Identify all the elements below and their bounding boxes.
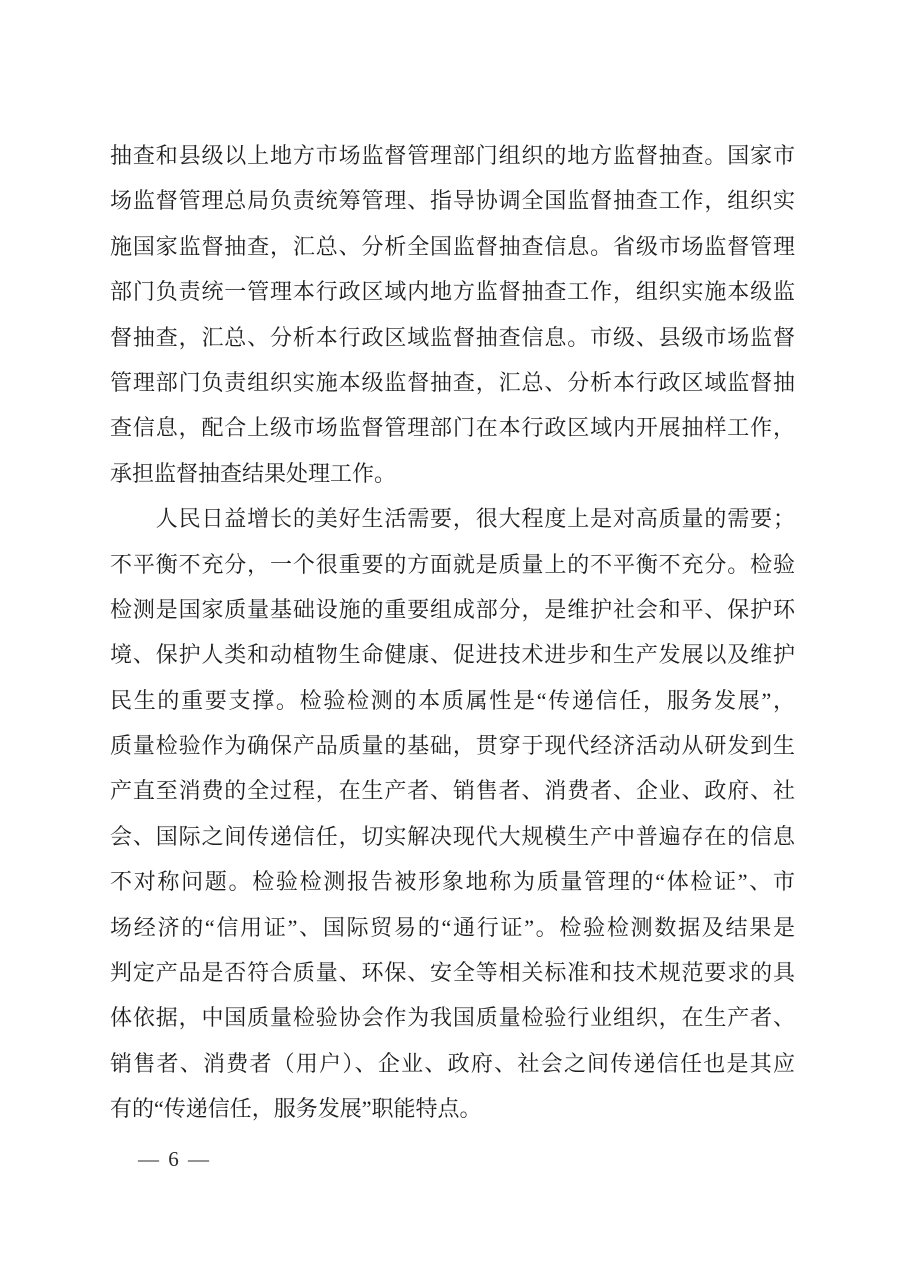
text-line: 查信息，配合上级市场监督管理部门在本行政区域内开展抽样工作， <box>110 415 795 441</box>
text-line: 体依据，中国质量检验协会作为我国质量检验行业组织，在生产者、 <box>110 1005 795 1031</box>
text-line: 不对称问题。检验检测报告被形象地称为质量管理的“体检证”、市 <box>110 869 795 895</box>
text-line: 督抽查，汇总、分析本行政区域监督抽查信息。市级、县级市场监督 <box>110 324 795 350</box>
text-line: 人民日益增长的美好生活需要，很大程度上是对高质量的需要； <box>110 506 795 532</box>
text-line: 不平衡不充分，一个很重要的方面就是质量上的不平衡不充分。检验 <box>110 551 795 577</box>
text-line: 会、国际之间传递信任，切实解决现代大规模生产中普遍存在的信息 <box>110 823 795 849</box>
text-line: 场经济的“信用证”、国际贸易的“通行证”。检验检测数据及结果是 <box>110 914 795 940</box>
document-body <box>110 133 795 1132</box>
text-line: 部门负责统一管理本行政区域内地方监督抽查工作，组织实施本级监 <box>110 279 795 305</box>
text-line: 销售者、消费者（用户）、企业、政府、社会之间传递信任也是其应 <box>110 1050 795 1076</box>
text-line: 产直至消费的全过程，在生产者、销售者、消费者、企业、政府、社 <box>110 778 795 804</box>
text-line: 质量检验作为确保产品质量的基础，贯穿于现代经济活动从研发到生 <box>110 733 795 759</box>
paragraph <box>110 133 795 496</box>
text-line: 判定产品是否符合质量、环保、安全等相关标准和技术规范要求的具 <box>110 960 795 986</box>
text-line: 承担监督抽查结果处理工作。 <box>110 460 397 486</box>
text-line: 施国家监督抽查，汇总、分析全国监督抽查信息。省级市场监督管理 <box>110 233 795 259</box>
text-line: 抽查和县级以上地方市场监督管理部门组织的地方监督抽查。国家市 <box>110 143 795 168</box>
paragraph <box>110 496 795 1131</box>
text-line: 管理部门负责组织实施本级监督抽查，汇总、分析本行政区域监督抽 <box>110 369 795 395</box>
text-line: 民生的重要支撑。检验检测的本质属性是“传递信任，服务发展”， <box>110 687 795 713</box>
page-number: — 6 — <box>138 1147 211 1171</box>
text-line: 境、保护人类和动植物生命健康、促进技术进步和生产发展以及维护 <box>110 642 795 668</box>
text-line: 有的“传递信任，服务发展”职能特点。 <box>110 1096 482 1122</box>
text-line: 场监督管理总局负责统筹管理、指导协调全国监督抽查工作，组织实 <box>110 188 795 214</box>
text-line: 检测是国家质量基础设施的重要组成部分，是维护社会和平、保护环 <box>110 596 795 622</box>
